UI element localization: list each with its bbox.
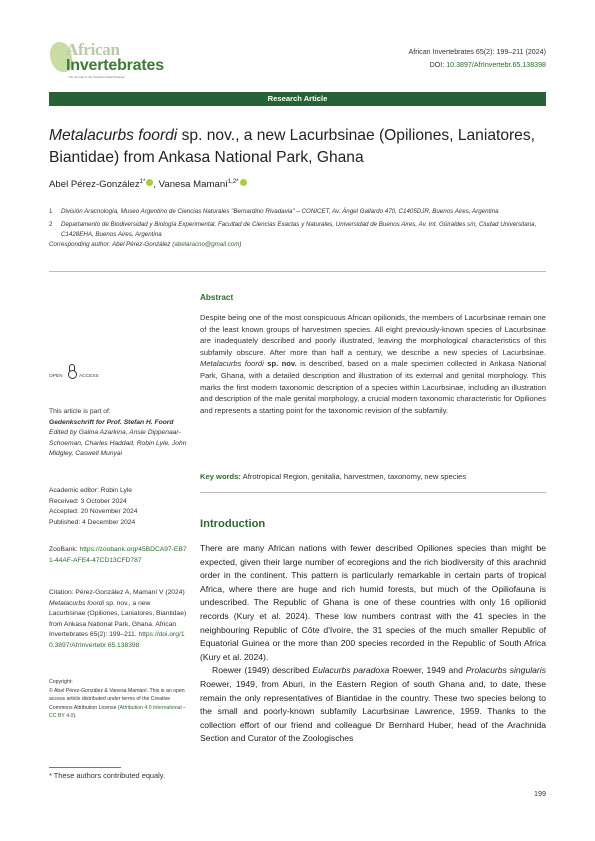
academic-editor: Academic editor: Robin Lyle (49, 487, 133, 494)
open-access-badge (49, 364, 109, 388)
copyright-block (49, 678, 187, 721)
doi-link[interactable]: 10.3897/AfrInvertebr.65.138398 (446, 61, 546, 69)
citation-text: Citation: Pérez-González A, Mamaní V (2024) (49, 589, 185, 596)
paragraph (200, 664, 546, 746)
abstract-species: Metalacurbs foordi (200, 359, 264, 369)
received-date: Received: 3 October 2024 (49, 497, 127, 505)
doi-line (409, 59, 547, 72)
keywords-label: Key words: (200, 472, 241, 481)
abstract-text (200, 312, 546, 416)
affiliation (49, 220, 546, 240)
species-name: Eulacurbs paradoxa (312, 665, 390, 676)
journal-reference (409, 46, 547, 72)
text-run: Roewer, 1949 and (389, 665, 466, 676)
accepted-date: Accepted: 20 November 2024 (49, 508, 138, 515)
citation-block (49, 588, 187, 651)
article-type-banner: Research Article (49, 92, 546, 106)
part-of-title: Gedenkschrift for Prof. Stefan H. Foord (49, 418, 174, 426)
text-run: Roewer, 1949, from Aburi, in the Eastern Region of south Ghana and, to date, these remain the only representatives of Biantidae in the country. These two species belong to the small and poorly-known subfamily Lacurbsinae Lawrence, 1959. Thanks to the collection effort of our friend and colleague Dr Bernhard Huber, head of the Arachnida Section and Curator of the Zoologisches (200, 678, 546, 744)
introduction-heading: Introduction (200, 518, 266, 530)
logo-text-line2: Invertebrates (66, 57, 164, 74)
logo-text-line1: African (66, 40, 120, 59)
title-rest: sp. nov., a new Lacurbsinae (Opiliones, Laniatores, Biantidae) from Ankasa National Park, Ghana (49, 127, 535, 166)
open-access-right: ACCESS (79, 374, 99, 379)
corresponding-close: ) (239, 241, 242, 248)
corresponding-label: Corresponding author: Abel Pérez-González ( (49, 241, 175, 248)
doi-label: DOI: (429, 61, 447, 69)
copyright-text-wrap (49, 687, 187, 721)
affiliation-text: Departamento de Biodiversidad y Biología Experimental, Facultad de Ciencias Exactas y Naturales, Universidad de Buenos Aires, Av. Int. Güiraldes s/n, Ciudad Universitaria, C1428EHA, Buenos Aires, Argentina (61, 221, 537, 238)
journal-logo (50, 40, 162, 80)
affiliation-number: 2 (49, 221, 53, 228)
author-separator: , (153, 179, 159, 191)
text-run: Roewer (1949) described (212, 665, 313, 676)
corresponding-author (49, 241, 241, 248)
divider (49, 271, 546, 272)
open-access-left: OPEN (49, 374, 63, 379)
affiliation (49, 207, 546, 217)
footnote: * These authors contributed equaly. (49, 771, 165, 780)
affiliation-number: 1 (49, 208, 53, 215)
species-name: Prolacurbs singularis (465, 665, 546, 676)
zoobank-label: ZooBank: (49, 546, 80, 553)
abstract-sp-nov: sp. nov. (263, 359, 297, 369)
citation-doi-link[interactable]: https://doi.org/10.3897/AfrInvertebr.65.138398 (49, 631, 185, 649)
author-affiliation-mark: 1* (139, 179, 146, 185)
published-date: Published: 4 December 2024 (49, 518, 136, 526)
zoobank-link[interactable]: https://zoobank.org/45BDCA97-EB71-44AF-AFE4-47CD13CFD787 (49, 546, 187, 564)
orcid-icon[interactable] (240, 179, 247, 186)
footnote-divider (49, 767, 121, 768)
keywords (200, 472, 546, 481)
editorial-dates (49, 486, 187, 528)
abstract-part: Despite being one of the most conspicuous African opilionids, the members of Lacurbsinae remain one of the least known groups of harvestmen species. All eight previously-known species of Lacurbsinae are inadequately described and poorly illustrated, leaving the morphological characteristics of this subfamily obscure. After more than half a century, we describe a new species of Lacurbsinae. (200, 313, 546, 357)
citation-text: sp. nov., a new Lacurbsinae (Opiliones, Laniatores, Biantidae) from Ankasa National Park, Ghana. African Invertebrates 65(2): 199–211. (49, 599, 187, 638)
author-list (49, 179, 247, 190)
copyright-text: © Abel Pérez-González & Vanesa Mamaní. This is an open access article distributed under terms of the Creative Commons Attribution License ( (49, 687, 185, 711)
logo-tagline: The Journal of the KwaZulu-Natal Museum (68, 75, 126, 79)
open-lock-icon (68, 364, 76, 378)
author-affiliation-mark: 1,2* (227, 179, 239, 185)
paragraph: There are many African nations with fewer described Opiliones species than might be expected, given their large number of ecoregions and the rich biodiversity of this arachnid order in the continent. This pattern is particularly remarkable in certain parts of tropical Africa, where there are huge and rich humid forests, but much of the Opiliofauna is undescribed. The Republic of Ghana is one of these countries with only 16 opilionid records (Kury et al. 2024). These low numbers contrast with the 41 species in the neighbouring Republic of Côte d'Ivoire, the 31 species of the much smaller Republic of Equatorial Guinea or the more than 200 species recorded in the Republic of South Africa (Kury et al. 2024). (200, 543, 546, 662)
part-of-label: This article is part of: (49, 408, 111, 415)
editors-list: Edited by Galina Azarkina, Ansie Dippenaar-Schoeman, Charles Haddad, Robin Lyle, John Midgley, Caswell Munyai (49, 429, 187, 457)
email-link[interactable]: abelaracno@gmail.com (174, 241, 240, 248)
zoobank-block (49, 545, 187, 566)
license-link[interactable]: Attribution 4.0 International – CC BY 4.0 (49, 704, 186, 720)
page-number: 199 (534, 789, 546, 798)
author-name: Vanesa Mamaní (158, 179, 228, 191)
journal-citation: African Invertebrates 65(2): 199–211 (2024) (408, 48, 546, 56)
copyright-label: Copyright: (49, 679, 73, 685)
keywords-text: Afrotropical Region, genitalia, harvestmen, taxonomy, new species (240, 472, 467, 481)
author-name: Abel Pérez-González (49, 179, 140, 191)
citation-species: Metalacurbs foordi (49, 599, 105, 607)
abstract-heading: Abstract (200, 293, 234, 302)
affiliation-text: División Aracnología, Museo Argentino de Ciencias Naturales "Bernardino Rivadavia" – CONICET, Av. Ángel Gallardo 470, C1405DJR, Buenos Aires, Argentina (61, 208, 499, 215)
article-title (49, 125, 546, 169)
divider (200, 492, 546, 493)
copyright-close: ). (73, 713, 77, 720)
introduction-text (200, 542, 546, 746)
part-of-block (49, 407, 187, 428)
title-species-name: Metalacurbs foordi (49, 127, 178, 144)
abstract-part: is described, based on a male specimen collected in Ankasa National Park, Ghana, with a detailed description and illustration of its external and genital morphology. This marks the first modern taxonomic description of a species within Lacurbsinae, including an illustration and description of the male genital morphology, a crucial modern taxonomic characteristic for Opiliones and represents a starting point for the taxonomic revision of the subfamily. (200, 359, 546, 415)
